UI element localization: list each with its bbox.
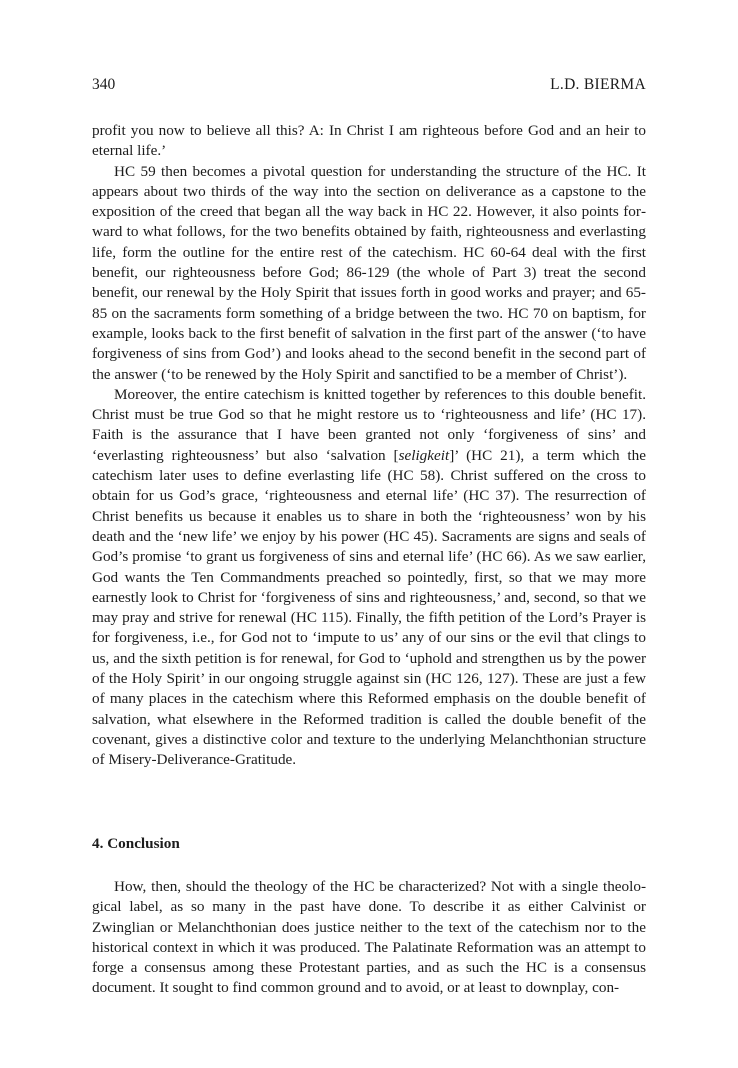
conclusion-text (92, 877, 646, 999)
italic-term: seligkeit (398, 446, 450, 464)
running-head: L.D. BIERMA (550, 76, 646, 93)
section-heading: 4. Conclusion (92, 835, 180, 852)
paragraph-double-benefit (92, 385, 646, 771)
paragraph-conclusion: How, then, should the theology of the HC be characterized? Not with a single theological label, as so many in the past have done. To describe it as either Calvinist or Zwinglian or Melanchthonian does justice neither to the text of the catechism nor to the historical context in which it was produced. The Palatinate Reformation was an attempt to forge a consensus among these Protestant parties, and as such the HC is a consensus document. It sought to find common ground and to avoid, or at least to downplay, con- (92, 878, 646, 997)
paragraph-hc59: HC 59 then becomes a pivotal question for understanding the structure of the HC. It appears about two thirds of the way into the section on deliverance as a capstone to the exposition of the creed that began all the way back in HC 22. However, it also points forward to what follows, for the two benefits obtained by faith, righteousness and everlasting life, form the outline for the entire rest of the catechism. HC 60-64 deal with the first benefit, our righteousness before God; 86-129 (the whole of Part 3) treat the second benefit, our renewal by the Holy Spirit that issues forth in good works and prayer; and 65-85 on the sacraments form something of a bridge between the two. HC 70 on baptism, for example, looks back to the first benefit of salvation in the first part of the answer (‘to have forgiveness of sins from God’) and looks ahead to the second benefit in the second part of the answer (‘to be renewed by the Holy Spirit and sanctified to be a member of Christ’). (92, 162, 646, 383)
body-text (92, 121, 646, 771)
paragraph-text: Moreover, the entire catechism is knitted together by references to this double benefit. Christ must be true God so that he might restore us to ‘righteousness and life’ (HC 17). Faith is the assurance that I have been granted not only ‘forgiveness of sins’ and ‘everlasting righteousness’ but also ‘salvation [ (92, 385, 646, 464)
paragraph-text: ]’ (HC 21), a term which the catechism later uses to define everlasting life (HC 58). Christ suffered on the cross to obtain for us God’s grace, ‘righteousness and eternal life’ (HC 37). The resurrection of Christ benefits us because it enables us to share in both the ‘righteousness’ won by his death and the ‘new life’ we enjoy by his power (HC 45). Sacraments are signs and seals of God’s promise ‘to grant us forgiveness of sins and eternal life’ (HC 66). As we saw earlier, God wants the Ten Commandments preached so pointedly, first, so that we may more earnestly look to Christ for ‘forgiveness of sins and righteousness,’ and, second, so that we may pray and strive for renewal (HC 115). Finally, the fifth petition of the Lord’s Prayer is for forgiveness, i.e., for God not to ‘impute to us’ any of our sins or the evil that clings to us, and the sixth petition is for renewal, for God to ‘uphold and strengthen us by the power of the Holy Spirit’ in our ongoing struggle against sin (HC 126, 127). These are just a few of many places in the catechism where this Reformed emphasis on the double benefit of salvation, what elsewhere in the Reformed tradition is called the double benefit of the covenant, gives a distinctive color and texture to the underlying Melanchthonian structure of Misery-Deliverance-Gratitude. (92, 446, 646, 769)
page-number: 340 (92, 76, 116, 93)
paragraph-continuation: profit you now to believe all this? A: In Christ I am righteous before God and an heir to eternal life.’ (92, 122, 646, 160)
page-header (92, 76, 646, 100)
